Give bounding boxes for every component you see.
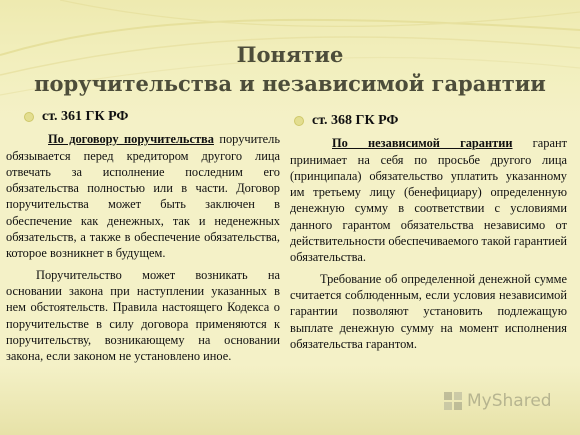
left-paragraph-2: Поручительство может возникать на основании закона при наступлении указанных в нем обстоятельств. Правила настоящего Кодекса о поручительстве в силу договора применяются к поручительству, возникающему на основании закона, если законом не установлено иное. <box>6 267 280 364</box>
title-line-1: Понятие <box>236 42 344 67</box>
left-heading <box>24 109 280 125</box>
left-paragraph-1 <box>6 131 280 261</box>
right-term: По независимой гарантии <box>332 136 513 151</box>
right-column <box>290 113 567 352</box>
right-paragraph-1 <box>290 135 567 265</box>
left-term: По договору поручительства <box>48 132 214 147</box>
right-paragraph-1-text: гарант принимает на себя по просьбе другого лица (принципала) обязательство уплатить указанному им третьему лицу (бенефициару) определенную денежную сумму в соответствии с условиями данного гарантом обязательства независимо от действительности обеспечиваемого такой гарантией обязательства. <box>290 136 567 265</box>
bullet-icon <box>294 116 304 126</box>
myshared-logo-icon <box>443 391 463 411</box>
right-heading-text: ст. 368 ГК РФ <box>312 113 399 128</box>
slide-title <box>0 40 580 98</box>
watermark-text: MyShared <box>467 391 552 411</box>
watermark <box>443 391 552 411</box>
title-line-2: поручительства и независимой гарантии <box>34 71 546 96</box>
right-heading <box>294 113 567 129</box>
left-paragraph-1-text: поручитель обязывается перед кредитором другого лица отвечать за исполнение последним его обязательства полностью или в части. Договор поручительства может быть заключен в обеспечение как денежных, так и неденежных обязательств, а также в обеспечение обязательства, которое возникнет в будущем. <box>6 132 281 261</box>
left-heading-text: ст. 361 ГК РФ <box>42 109 129 124</box>
left-column <box>6 109 280 364</box>
bullet-icon <box>24 112 34 122</box>
right-paragraph-2: Требование об определенной денежной сумме считается соблюденным, если условия независимой гарантии позволяют установить подлежащую выплате денежную сумму на момент исполнения обязательства гарантом. <box>290 271 567 351</box>
